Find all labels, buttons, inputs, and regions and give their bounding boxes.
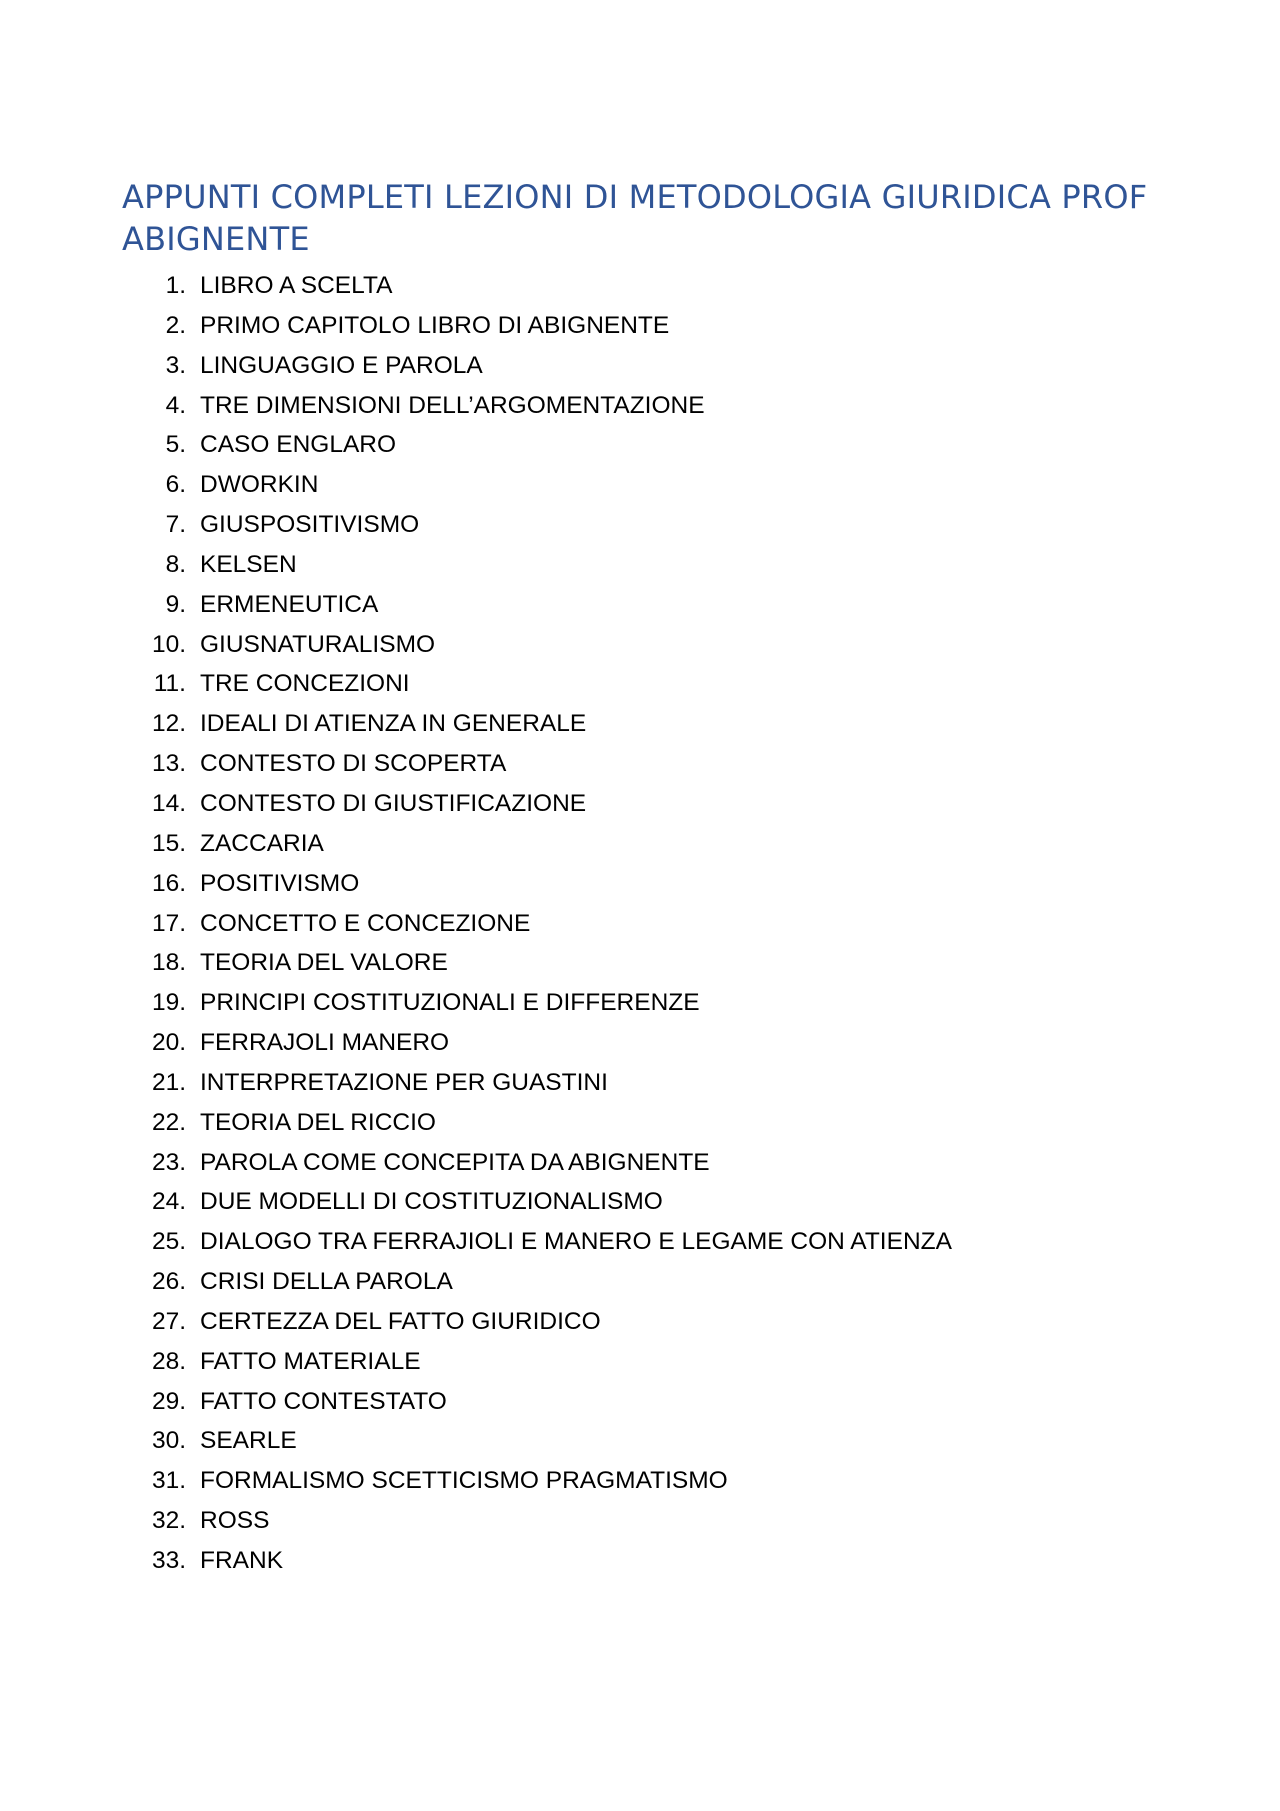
list-item-number: 2. [165,311,186,339]
list-item-number: 20. [151,1029,186,1057]
list-item-number: 3. [165,351,186,379]
list-item-label: CONTESTO DI GIUSTIFICAZIONE [200,789,587,817]
list-item-number: 9. [165,590,186,618]
list-item-number: 31. [151,1467,186,1495]
list-item-number: 15. [151,829,186,857]
list-item-number: 25. [151,1228,186,1256]
list-item-number: 24. [151,1188,186,1216]
list-item-number: 21. [151,1068,186,1096]
list-item-number: 11. [153,670,186,698]
list-item-number: 10. [151,630,186,658]
list-item-number: 32. [151,1507,186,1535]
list-item-label: GIUSNATURALISMO [200,630,436,658]
list-item-number: 30. [151,1427,186,1455]
list-item-number: 22. [151,1108,186,1136]
list-item-number: 27. [151,1307,186,1335]
list-item-label: FATTO CONTESTATO [200,1387,447,1415]
list-item-label: DWORKIN [200,471,319,499]
list-item-label: TEORIA DEL RICCIO [200,1108,436,1136]
list-item-number: 1. [165,272,186,299]
list-item-number: 28. [151,1347,186,1375]
list-item-number: 18. [151,949,186,977]
list-item-number: 23. [151,1148,186,1176]
list-item-label: INTERPRETAZIONE PER GUASTINI [200,1068,608,1096]
list-item-number: 12. [151,710,186,738]
list-item-number: 29. [151,1387,186,1415]
list-item-label: FRANK [200,1547,284,1574]
list-item-label: POSITIVISMO [200,869,360,897]
list-item-number: 16. [151,869,186,897]
list-item-label: ERMENEUTICA [200,590,379,618]
list-item-label: TRE CONCEZIONI [200,670,410,698]
list-item-label: CERTEZZA DEL FATTO GIURIDICO [200,1307,601,1335]
list-item-label: ZACCARIA [200,829,324,857]
list-item-label: CASO ENGLARO [200,431,397,459]
list-item-number: 8. [165,550,186,578]
list-item-label: TEORIA DEL VALORE [200,949,448,977]
list-item-number: 7. [165,511,186,539]
list-item-label: CONCETTO E CONCEZIONE [200,909,531,937]
list-item-number: 33. [151,1547,186,1574]
list-item-number: 26. [151,1268,186,1296]
list-item-label: ROSS [200,1507,270,1535]
list-item-label: FERRAJOLI MANERO [200,1029,450,1057]
page-title: APPUNTI COMPLETI LEZIONI DI METODOLOGIA GIURIDICA PROF ABIGNENTE [122,178,1148,258]
list-item-label: PRIMO CAPITOLO LIBRO DI ABIGNENTE [200,311,670,339]
list-item-label: SEARLE [200,1427,297,1455]
list-item-label: CONTESTO DI SCOPERTA [200,750,507,778]
list-item-label: TRE DIMENSIONI DELL’ARGOMENTAZIONE [200,391,705,419]
list-item-number: 14. [151,789,186,817]
list-item-number: 4. [165,391,186,419]
list-item-number: 19. [151,989,186,1017]
list-item-label: CRISI DELLA PAROLA [200,1268,453,1296]
list-item-label: LINGUAGGIO E PAROLA [200,351,483,379]
list-item-label: KELSEN [200,550,297,578]
list-item-label: LIBRO A SCELTA [200,272,393,299]
list-item-label: DUE MODELLI DI COSTITUZIONALISMO [200,1188,663,1216]
list-item-label: DIALOGO TRA FERRAJIOLI E MANERO E LEGAME CON ATIENZA [200,1228,952,1256]
list-item-label: GIUSPOSITIVISMO [200,511,420,539]
list-item-number: 5. [165,431,186,459]
list-item-number: 6. [165,471,186,499]
list-item-label: PAROLA COME CONCEPITA DA ABIGNENTE [200,1148,710,1176]
list-item-label: FATTO MATERIALE [200,1347,421,1375]
list-item-label: FORMALISMO SCETTICISMO PRAGMATISMO [200,1467,728,1495]
list-item-label: IDEALI DI ATIENZA IN GENERALE [200,710,587,738]
list-item-label: PRINCIPI COSTITUZIONALI E DIFFERENZE [200,989,700,1017]
list-item-number: 17. [151,909,186,937]
list-item-number: 13. [151,750,186,778]
